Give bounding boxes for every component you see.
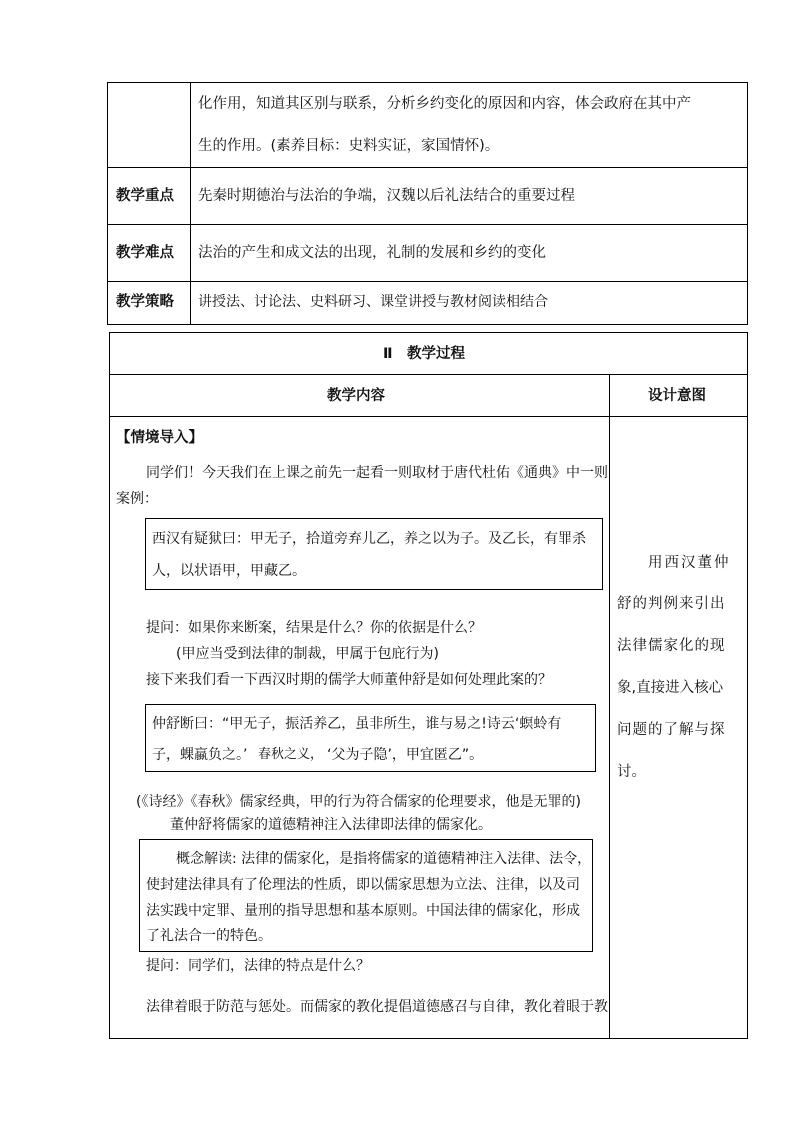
case-box-line1: 西汉有疑狱曰：甲无子，拾道旁弃儿乙，养之以为子。及乙长，有罪杀 bbox=[152, 531, 586, 547]
row-content-key-points: 先秦时期德治与法治的争端，汉魏以后礼法结合的重要过程 bbox=[198, 188, 575, 204]
intent-line: 舒的判例来引出 bbox=[617, 596, 726, 612]
row-content-strategy: 讲授法、讨论法、史料研习、课堂讲授与教材阅读相结合 bbox=[198, 294, 548, 310]
objectives-text-line1: 化作用，知道其区别与联系，分析乡约变化的原因和内容，体会政府在其中产 bbox=[198, 96, 691, 112]
ruling-line2b: 春秋之义， bbox=[258, 747, 324, 762]
concept-line3: 法实践中定罪、量刑的指导思想和基本原则。中国法律的儒家化，形成 bbox=[146, 903, 580, 919]
column-header-intent: 设计意图 bbox=[648, 388, 706, 404]
row-label-strategy: 教学策略 bbox=[116, 294, 174, 310]
concept-line1: 概念解读: 法律的儒家化，是指将儒家的道德精神注入法律、法令， bbox=[176, 851, 592, 867]
section-title: Ⅱ 教学过程 bbox=[383, 346, 466, 362]
answer-1: (甲应当受到法律的制裁，甲属于包庇行为) bbox=[176, 646, 439, 662]
objectives-text-line2: 生的作用。(素养目标：史料实证，家国情怀)。 bbox=[198, 138, 500, 154]
column-header-content: 教学内容 bbox=[327, 388, 385, 404]
ruling-line2c: ‘父为子隐’，甲宜匿乙”。 bbox=[327, 747, 484, 763]
explain-1: (《诗经》《春秋》儒家经典，甲的行为符合儒家的伦理要求，他是无罪的) bbox=[136, 794, 581, 810]
row-content-difficulties: 法治的产生和成文法的出现，礼制的发展和乡约的变化 bbox=[198, 245, 546, 261]
intro-line2: 案例： bbox=[116, 491, 158, 507]
concept-line2: 使封建法律具有了伦理法的性质，即以儒家思想为立法、注律，以及司 bbox=[146, 877, 580, 893]
ruling-line2a: 子，蜾蠃负之。’ bbox=[152, 747, 248, 763]
case-box-line2: 人，以状语甲，甲藏乙。 bbox=[152, 563, 306, 579]
intro-line1: 同学们！今天我们在上课之前先一起看一则取材于唐代杜佑《通典》中一则 bbox=[146, 465, 608, 481]
question-2: 提问：同学们，法律的特点是什么？ bbox=[146, 958, 370, 974]
intent-line: 讨。 bbox=[617, 764, 646, 780]
last-line: 法律着眼于防范与惩处。而儒家的教化提倡道德感召与自律，教化着眼于教 bbox=[146, 999, 608, 1015]
question-1: 提问：如果你来断案，结果是什么？你的依据是什么？ bbox=[146, 620, 482, 636]
intent-line: 用西汉董仲 bbox=[648, 555, 731, 571]
row-label-key-points: 教学重点 bbox=[116, 188, 174, 204]
section-heading-intro: 【情境导入】 bbox=[116, 430, 203, 446]
intent-line: 法律儒家化的现 bbox=[617, 638, 726, 654]
ruling-line1: 仲舒断曰：“甲无子，振活养乙，虽非所生，谁与易之!诗云‘螟蛉有 bbox=[152, 716, 562, 732]
intent-line: 问题的了解与探 bbox=[617, 722, 726, 738]
transition-text: 接下来我们看一下西汉时期的儒学大师董仲舒是如何处理此案的？ bbox=[146, 672, 552, 688]
intent-line: 象,直接进入核心 bbox=[617, 680, 724, 696]
concept-line4: 了礼法合一的特色。 bbox=[146, 928, 272, 944]
row-label-difficulties: 教学难点 bbox=[116, 245, 174, 261]
explain-2: 董仲舒将儒家的道德精神注入法律即法律的儒家化。 bbox=[170, 817, 492, 833]
